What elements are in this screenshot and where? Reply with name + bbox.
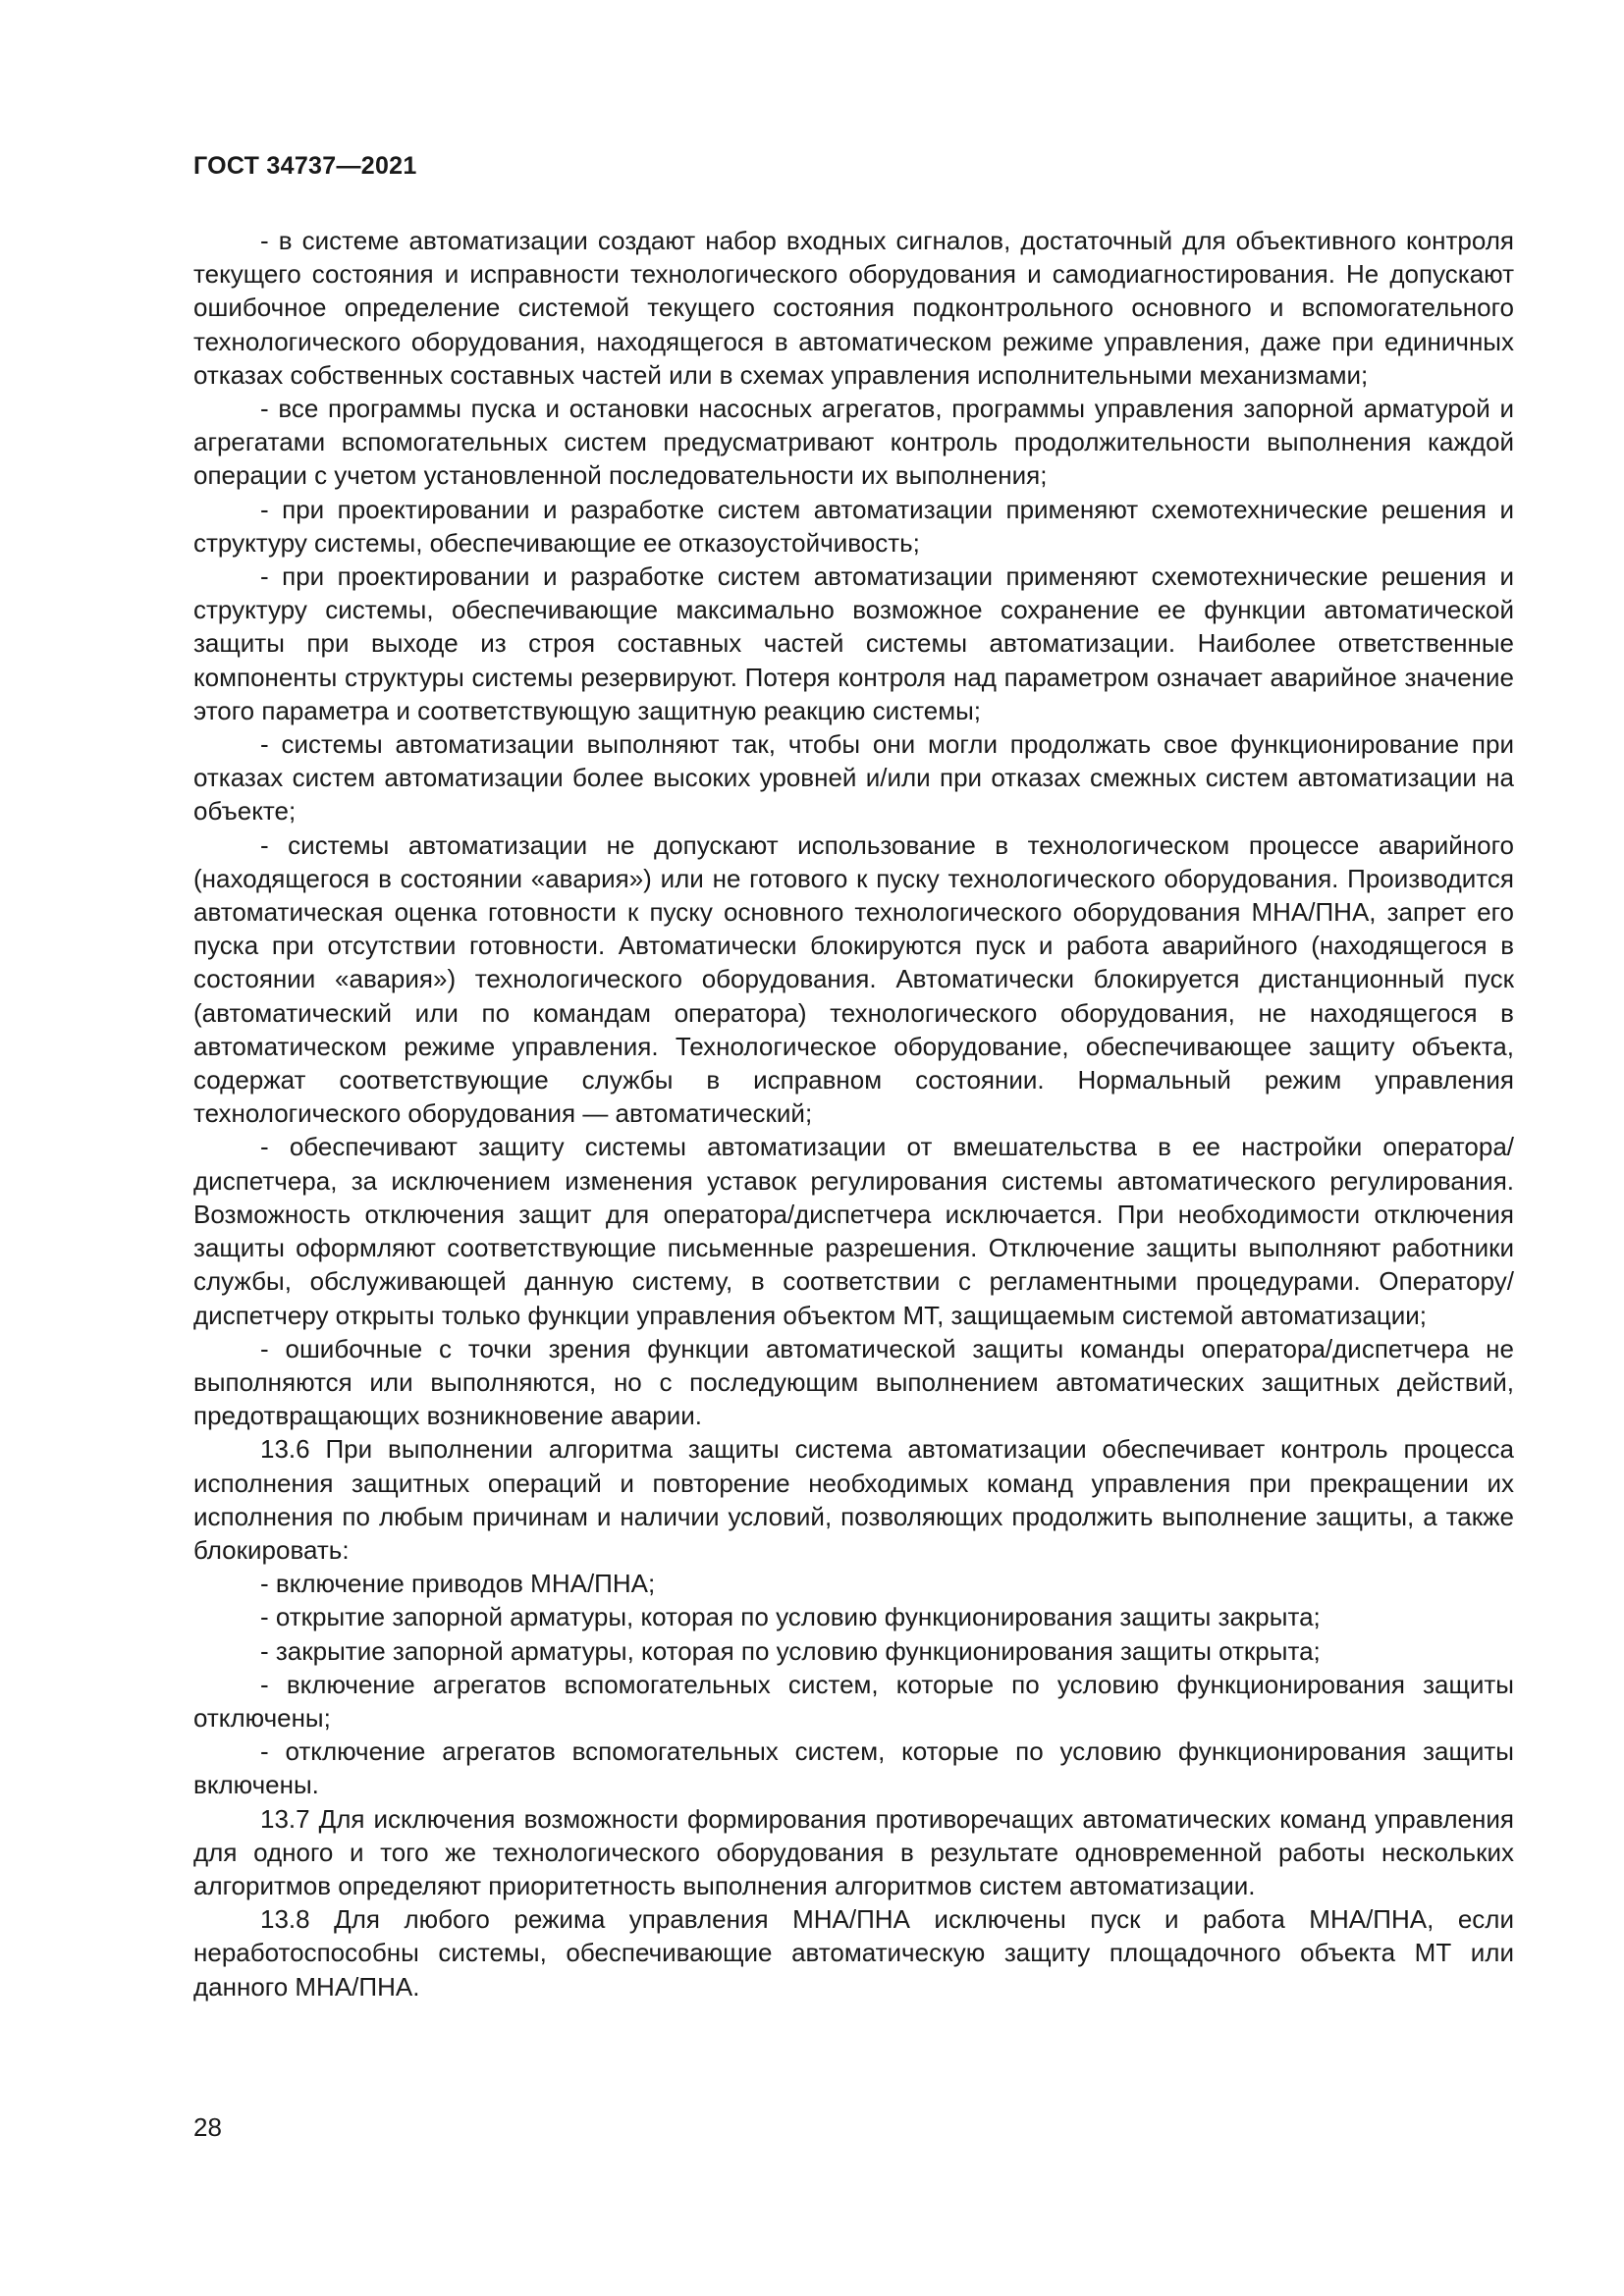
paragraph-4: - при проектировании и разработке систем автоматизации применяют схемотехнические решения и структуру системы, обеспечивающие максимально возможное сохранение ее функции автоматической защиты при выходе из строя составных частей системы автоматизации. Наиболее ответственные компоненты структуры системы резервируют. Потеря контроля над параметром означает аварийное значение этого параметра и соответствующую защитную реакцию системы;: [193, 561, 1514, 725]
clause-13-6: 13.6 При выполнении алгоритма защиты система автоматизации обеспечивает контроль процесса исполнения защитных операций и повторение необходимых команд управления при прекращении их исполнения по любым причинам и наличии условий, позволяющих продолжить выполнение защиты, а также блокировать:: [193, 1434, 1514, 1565]
clause-13-8: 13.8 Для любого режима управления МНА/ПНА исключены пуск и работа МНА/ПНА, если неработоспособны системы, обеспечивающие автоматическую защиту площадочного объекта МТ или данного МНА/ПНА.: [193, 1904, 1514, 2002]
list-item-5: - отключение агрегатов вспомогательных систем, которые по условию функционирования защиты включены.: [193, 1736, 1514, 1800]
paragraph-3: - при проектировании и разработке систем автоматизации применяют схемотехнические решения и структуру системы, обеспечивающие ее отказоустойчивость;: [193, 494, 1514, 558]
paragraph-2: - все программы пуска и остановки насосных агрегатов, программы управления запорной арматурой и агрегатами вспомогательных систем предусматривают контроль продолжительности выполнения каждой операции с учетом установленной последовательности их выполнения;: [193, 394, 1514, 491]
paragraph-8: - ошибочные с точки зрения функции автоматической защиты команды оператора/диспетчера не выполняются или выполняются, но с последующим выполнением автоматических защитных действий, предотвращающих возникновение аварии.: [193, 1333, 1514, 1431]
paragraph-1: - в системе автоматизации создают набор входных сигналов, достаточный для объективного контроля текущего состояния и исправности технологического оборудования и самодиагностирования. Не допускают ошибочное определение системой текущего состояния подконтрольного основного и вспомогательного технологического оборудования, находящегося в автоматическом режиме управления, даже при единичных отказах собственных составных частей или в схемах управления исполнительными механизмами;: [193, 226, 1514, 390]
list-item-4: - включение агрегатов вспомогательных систем, которые по условию функционирования защиты отключены;: [193, 1669, 1514, 1733]
body-text: [193, 224, 1514, 2003]
paragraph-6: - системы автоматизации не допускают использование в технологическом процессе аварийного (находящегося в состоянии «авария») или не готового к пуску технологического оборудования. Производится автоматическая оценка готовности к пуску основного технологического оборудования МНА/ПНА, запрет его пуска при отсутствии готовности. Автоматически блокируются пуск и работа аварийного (находящегося в состоянии «авария») технологического оборудования. Автоматически блокируется дистанционный пуск (автоматический или по командам оператора) технологического оборудования, не находящегося в автоматическом режиме управления. Технологическое оборудование, обеспечивающее защиту объекта, содержат соответствующие службы в исправном состоянии. Нормальный режим управления технологического оборудования — автоматический;: [193, 829, 1514, 1129]
list-item-1: - включение приводов МНА/ПНА;: [260, 1569, 656, 1599]
document-code-header: ГОСТ 34737—2021: [193, 152, 417, 180]
clause-13-7: 13.7 Для исключения возможности формирования противоречащих автоматических команд управления для одного и того же технологического оборудования в результате одновременной работы нескольких алгоритмов определяют приоритетность выполнения алгоритмов систем автоматизации.: [193, 1803, 1514, 1900]
list-item-2: - открытие запорной арматуры, которая по условию функционирования защиты закрыта;: [260, 1602, 1321, 1632]
paragraph-5: - системы автоматизации выполняют так, чтобы они могли продолжать свое функционирование при отказах систем автоматизации более высоких уровней и/или при отказах смежных систем автоматизации на объекте;: [193, 729, 1514, 827]
list-item-3: - закрытие запорной арматуры, которая по условию функционирования защиты открыта;: [260, 1635, 1321, 1666]
paragraph-7: - обеспечивают защиту системы автоматизации от вмешательства в ее настройки оператора/диспетчера, за исключением изменения уставок регулирования системы автоматического регулирования. Возможность отключения защит для оператора/диспетчера исключается. При необходимости отключения защиты оформляют соответствующие письменные разрешения. Отключение защиты выполняют работники службы, обслуживающей данную систему, в соответствии с регламентными процедурами. Оператору/диспетчеру открыты только функции управления объектом МТ, защищаемым системой автоматизации;: [193, 1132, 1514, 1330]
page-number: 28: [193, 2112, 222, 2142]
